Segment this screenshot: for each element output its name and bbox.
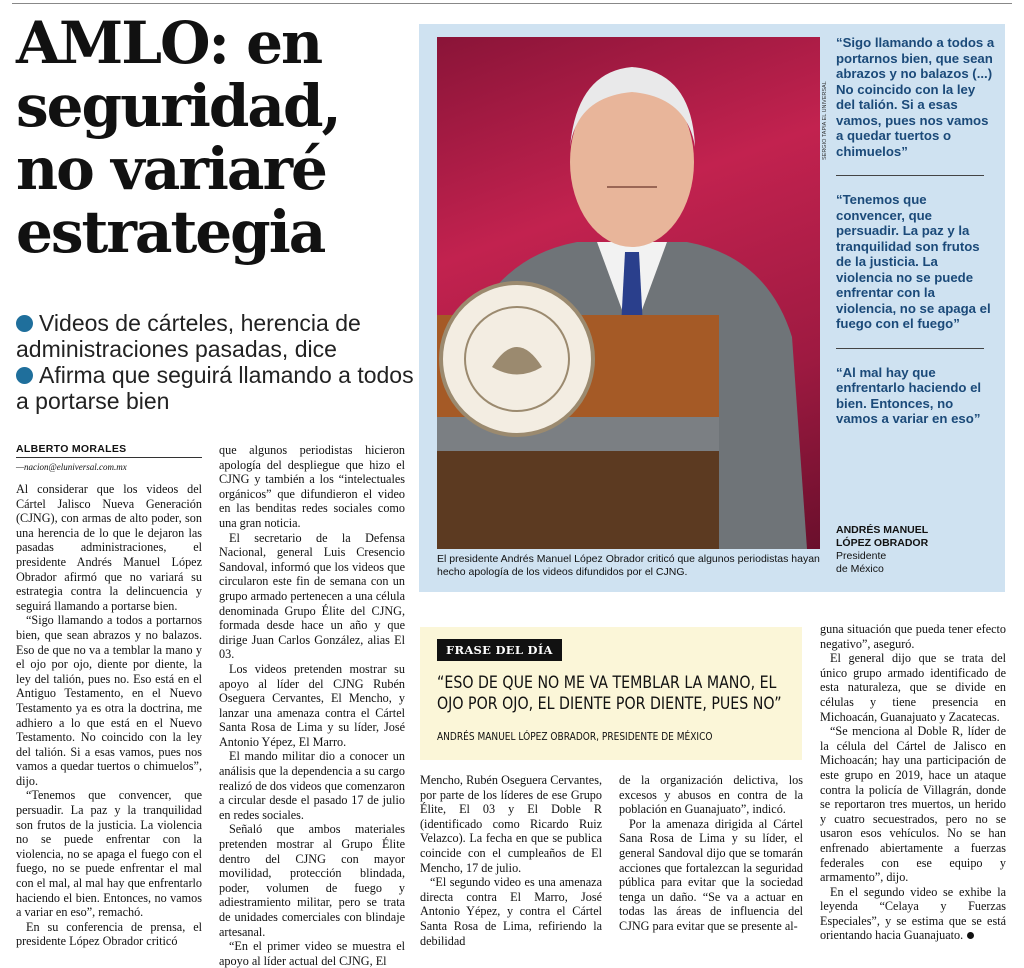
paragraph: Al considerar que los videos del Cártel Jalisco Nueva Generación (CJNG), con armas de alto poder, son una herencia de lo que le dejaron las pasadas administraciones, el presidente Andrés Manuel López Obrador afirmó que no variará su estrategia contra la delincuencia y seguirá llamando a portarse bien. <box>16 482 202 613</box>
frase-author: ANDRÉS MANUEL LÓPEZ OBRADOR, PRESIDENTE DE MÉXICO <box>437 731 713 743</box>
bullet-dot-icon <box>16 315 33 332</box>
frase-text: “ESO DE QUE NO ME VA TEMBLAR LA MANO, EL OJO POR OJO, EL DIENTE POR DIENTE, PUES NO” <box>437 673 782 713</box>
article-column-2 <box>219 443 405 968</box>
paragraph: “Tenemos que convencer, que persuadir. La paz y la tranquilidad son frutos de la justicia. La violencia no se puede enfrentar con la violencia, no se apaga el fuego con el fuego, no se puede enfrentar el mal con el mal, al mal hay que enfrentarlo haciendo el bien. Entonces, no vamos a variar en eso”, remachó. <box>16 788 202 920</box>
pull-quote: “Al mal hay que enfrentarlo haciendo el bien. Entonces, no vamos a variar en eso” <box>836 364 982 426</box>
paragraph: En su conferencia de prensa, el presidente López Obrador criticó <box>16 919 202 949</box>
article-column-5 <box>820 622 1006 943</box>
president-photo <box>437 37 820 549</box>
article-column-4 <box>619 773 803 935</box>
president-illustration <box>437 37 820 549</box>
paragraph: guna situación que pueda tener efecto negativo”, aseguró. <box>820 622 1006 651</box>
subheads <box>16 310 416 414</box>
headline-line: seguridad, <box>16 72 340 140</box>
author-name: ANDRÉS MANUEL <box>836 524 929 536</box>
paragraph: “El segundo video es una amenaza directa contra El Marro, José Antonio Yépez, y contra el Cártel Santa Rosa de Lima, refiriendo la debilidad <box>420 875 602 948</box>
end-mark-icon <box>967 932 974 939</box>
paragraph: que algunos periodistas hicieron apología del despliegue que hizo el CJNG y también a los “intelectuales orgánicos” que difundieron el video en las benditas redes sociales como una gran noticia. <box>219 443 405 530</box>
paragraph: El secretario de la Defensa Nacional, general Luis Cresencio Sandoval, informó que los videos que circularon este fin de semana con un grupo armado pertenecen a una célula denominada Grupo Élite del CJNG, formada desde hace un año y que dirige Juan Carlos González, alias El 03. <box>219 530 405 662</box>
paragraph: Por la amenaza dirigida al Cártel Sana Rosa de Lima y su líder, el general Sandoval dijo que se tomarán acciones que fortalezcan la seguridad pública para evitar que la sociedad tenga un daño. “Se va a actuar en todas las áreas de influencia del CJNG para evitar que se presente al- <box>619 816 803 933</box>
subhead-1: Videos de cárteles, herencia de administraciones pasadas, dice <box>16 310 361 362</box>
photo-caption: El presidente Andrés Manuel López Obrador criticó que algunos periodistas hayan hecho apología de los videos difundidos por el CJNG. <box>437 553 820 578</box>
pull-quote: “Tenemos que convencer, que persuadir. La paz y la tranquilidad son frutos de la justicia. La violencia no se puede enfrentar con la violencia, no se apaga el fuego con el fuego” <box>836 192 991 331</box>
top-rule <box>12 3 1012 4</box>
paragraph: Mencho, Rubén Oseguera Cervantes, por parte de los líderes de ese Grupo Élite, El 03 y El Doble R (identificado como Ricardo Ruiz Velazco). La fecha en que se publica coincide con el cumpleaños de El Mencho, 17 de julio. <box>420 773 602 875</box>
divider <box>836 175 984 176</box>
pull-quote: “Sigo llamando a todos a portarnos bien, que sean abrazos y no balazos (...) No coincido con la ley del talión. Si a esas vamos, pues nos vamos a quedar tuertos o chimuelos” <box>836 35 995 159</box>
pull-quotes <box>836 35 996 443</box>
paragraph: “En el primer video se muestra el apoyo al líder actual del CJNG, El <box>219 939 405 968</box>
paragraph: “Se menciona al Doble R, líder de la célula del Cártel de Jalisco en Michoacán; hay una participación de este grupo en 2019, hace un ataque contra la policía de Villagrán, donde se reportaron tres muertos, un herido y cuatro secuestrados, pero no se usaron esos vehículos. No se han enfrenado abiertamente a fuerzas federales con ese equipo y armamento”, dijo. <box>820 724 1006 885</box>
headline <box>16 9 411 266</box>
paragraph: Señaló que ambos materiales pretenden mostrar al Grupo Élite dentro del CJNG con mayor movilidad, protección blindada, poder, volumen de fuego y adiestramiento militar, pero se trata de unidades comerciales con blindaje artesanal. <box>219 822 405 939</box>
author-name: LÓPEZ OBRADOR <box>836 537 929 549</box>
photo-credit: SERGIO TAPIA EL UNIVERSAL <box>822 81 828 160</box>
quote-author <box>836 524 996 576</box>
byline-name: ALBERTO MORALES <box>16 443 202 458</box>
paragraph: El mando militar dio a conocer un análisis que la dependencia a su cargo realizó de dos videos que comenzaron a circular desde el pasado 17 de julio en redes sociales. <box>219 749 405 822</box>
byline <box>16 443 202 472</box>
author-role: Presidente <box>836 550 887 562</box>
headline-line: AMLO: en <box>16 9 322 77</box>
paragraph: “Sigo llamando a todos a portarnos bien, que sean abrazos y no balazos. Eso de que no va a temblar la mano y el ojo por ojo, diente por diente, la ley del talión, pues no. Eso está en el Antiguo Testamento, en el Nuevo Testamento ya es otra la doctrina, me adhiero a lo que está en el Nuevo Testamento. No coincido con la ley del talión. Si a esas vamos, pues nos vamos a quedar tuertos o chimuelos”, dijo. <box>16 613 202 788</box>
article-column-3 <box>420 773 602 948</box>
subhead-2: Afirma que seguirá llamando a todos a portarse bien <box>16 362 414 414</box>
paragraph: El general dijo que se trata del único grupo armado identificado de esta naturaleza, que se divide en células y tiene presencia en Michoacán, Guanajuato y Zacatecas. <box>820 651 1006 724</box>
paragraph: En el segundo video se exhibe la leyenda “Celaya y Fuerzas Especiales”, y se estima que se está orientando hacia Guanajuato. <box>820 884 1006 943</box>
divider <box>836 348 984 349</box>
bullet-dot-icon <box>16 367 33 384</box>
headline-line: estrategia <box>16 198 325 266</box>
paragraph: de la organización delictiva, los excesos y abusos en contra de la población en Guanajuato”, indicó. <box>619 773 803 817</box>
article-column-1 <box>16 482 202 949</box>
paragraph: Los videos pretenden mostrar su apoyo al líder del CJNG Rubén Oseguera Cervantes, El Mencho, y lanzar una amenaza contra el Cártel Santa Rosa de Lima y su líder, José Antonio Yépez, El Marro. <box>219 661 405 749</box>
frase-label: FRASE DEL DÍA <box>437 639 562 661</box>
byline-email: —nacion@eluniversal.com.mx <box>16 462 127 472</box>
headline-line: no variaré <box>16 135 326 203</box>
author-role: de México <box>836 563 884 575</box>
